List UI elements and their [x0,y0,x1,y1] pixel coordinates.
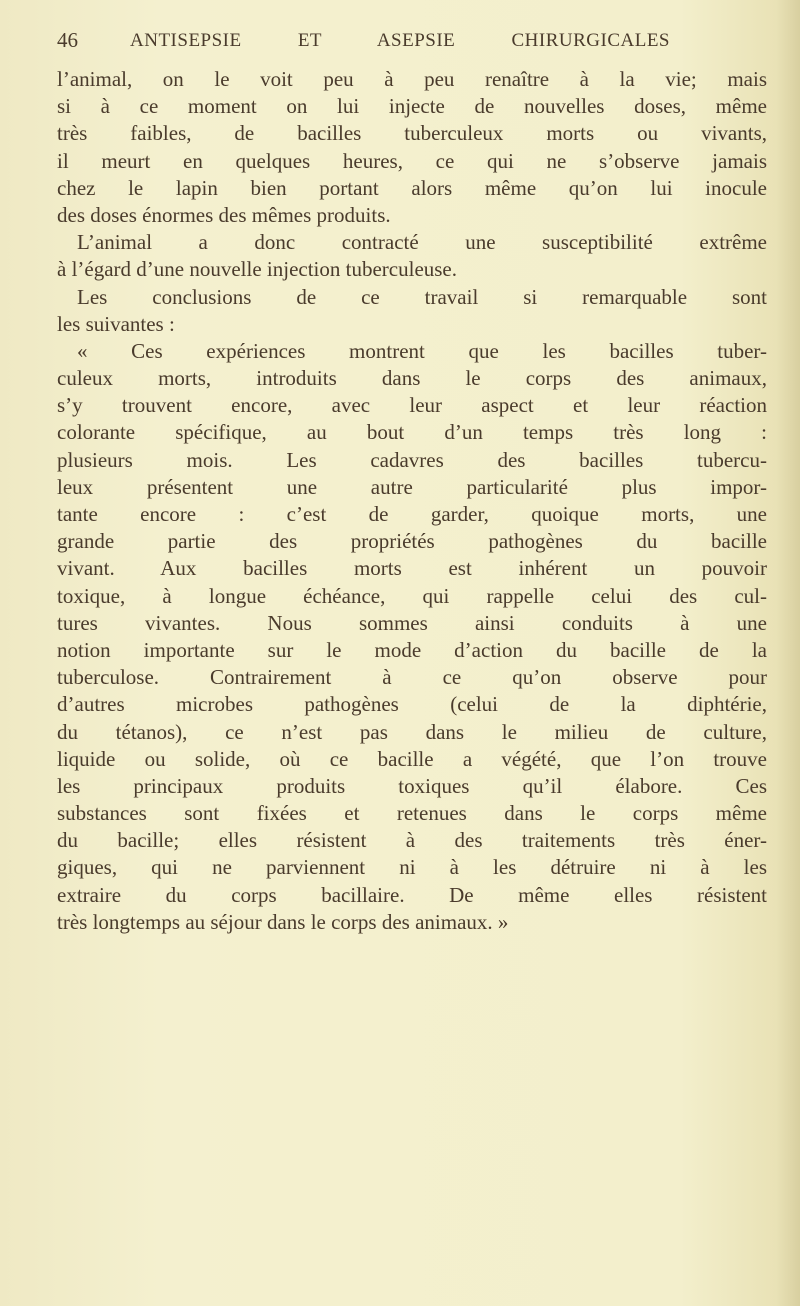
text-line: extraire du corps bacillaire. De même elles résistent [57,882,767,907]
text-line: tuberculose. Contrairement à ce qu’on observe pour [57,665,767,690]
text-line: chez le lapin bien portant alors même qu’on lui inocule [57,175,767,200]
text-line: vivant. Aux bacilles morts est inhérent un pouvoir [57,556,767,581]
text-line: plusieurs mois. Les cadavres des bacilles tubercu- [57,447,767,472]
text-line: culeux morts, introduits dans le corps des animaux, [57,366,767,391]
text-line: du bacille; elles résistent à des traitements très éner- [57,828,767,853]
text-line: toxique, à longue échéance, qui rappelle celui des cul- [57,583,767,608]
text-line: il meurt en quelques heures, ce qui ne s’observe jamais [57,148,767,173]
text-line: d’autres microbes pathogènes (celui de la diphtérie, [57,692,767,717]
text-line: l’animal, on le voit peu à peu renaître à la vie; mais [57,67,767,91]
text-line: leux présentent une autre particularité plus impor- [57,474,767,499]
text-line: tures vivantes. Nous sommes ainsi conduits à une [57,610,767,635]
text-line: tante encore : c’est de garder, quoique morts, une [57,502,767,526]
text-line: du tétanos), ce n’est pas dans le milieu de culture, [57,719,767,744]
text-line: « Ces expériences montrent que les bacilles tuber- [77,338,767,363]
text-line: substances sont fixées et retenues dans le corps même [57,801,767,826]
text-line: à l’égard d’une nouvelle injection tuberculeuse. [57,257,458,282]
text-line: des doses énormes des mêmes produits. [57,202,391,227]
text-line: si à ce moment on lui injecte de nouvelles doses, même [57,94,767,119]
running-title: ANTISEPSIE ET ASEPSIE CHIRURGICALES [130,30,670,51]
text-line: les principaux produits toxiques qu’il élabore. Ces [57,773,767,798]
page-number: 46 [57,28,78,52]
text-line: grande partie des propriétés pathogènes du bacille [57,529,767,554]
page-body-text [57,66,767,936]
text-line: très longtemps au séjour dans le corps des animaux. » [57,909,509,934]
text-line: liquide ou solide, où ce bacille a végété, que l’on trouve [57,746,767,771]
text-line: giques, qui ne parviennent ni à les détruire ni à les [57,855,767,880]
text-line: L’animal a donc contracté une susceptibilité extrême [77,230,767,255]
text-line: les suivantes : [57,311,175,336]
text-line: notion importante sur le mode d’action du bacille de la [57,637,767,662]
text-line: très faibles, de bacilles tuberculeux morts ou vivants, [57,121,767,146]
text-line: colorante spécifique, au bout d’un temps très long : [57,420,767,445]
text-line: Les conclusions de ce travail si remarquable sont [77,284,767,309]
text-line: s’y trouvent encore, avec leur aspect et leur réaction [57,393,767,418]
